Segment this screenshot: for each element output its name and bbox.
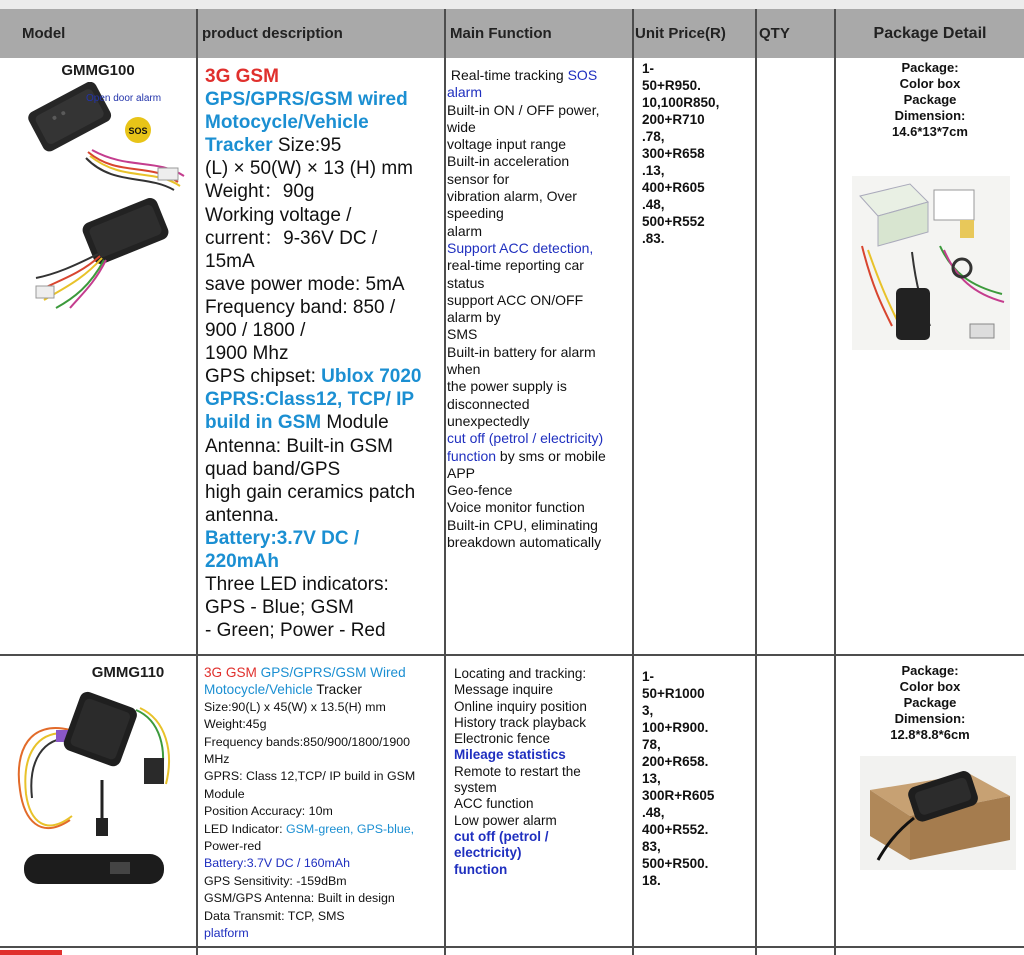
func-text: status [447,274,485,291]
price-tier: 500+R552 [642,214,705,229]
desc-text: Weight:45g [204,717,267,732]
func-text: Message inquire [454,682,554,698]
func-text: Built-in ON / OFF power, [447,101,600,118]
pkg-text: 12.8*8.8*6cm [890,727,970,742]
desc-title: GPS/GPRS/GSM Wired [260,665,406,680]
desc-text: GPRS: Class 12,TCP/ IP build in GSM [204,769,416,784]
func-text: system [454,780,497,796]
desc-text: Size:90(L) x 45(W) x 13.5(H) mm [204,699,386,714]
tracker-product-image [10,690,194,900]
header-description-label: product description [202,25,343,42]
pkg-text: Package: [901,663,959,678]
func-text: sensor for [447,170,510,187]
price-tier: 13, [642,771,661,786]
price-tier: 10,100R850, [642,95,720,110]
func-highlight: cut off (petrol / [454,828,549,844]
sos-badge: SOS [128,126,148,136]
row-divider [0,654,1024,656]
pkg-text: Dimension: [894,108,966,123]
func-text: unexpectedly [447,412,530,429]
func-text: Remote to restart the [454,763,581,779]
func-text: Built-in acceleration [447,153,570,170]
desc-network: 3G GSM [205,66,279,87]
func-text: by sms or mobile [496,447,606,464]
func-text: Locating and tracking: [454,666,587,681]
price-tier: 50+R1000 [642,686,705,701]
func-text: Voice monitor function [447,499,585,516]
desc-text: Module [321,412,389,434]
desc-text: GPS Sensitivity: -159dBm [204,873,347,888]
desc-network: 3G GSM [204,665,261,680]
header-function-label: Main Function [450,25,552,42]
price-tier: 500+R500. [642,856,709,871]
desc-text: Module [204,786,245,801]
price-tier: 50+R950. [642,78,701,93]
desc-text: GSM/GPS Antenna: Built in design [204,891,395,906]
func-text: breakdown automatically [447,534,602,551]
func-text: wide [447,118,476,135]
unit-price [642,60,754,247]
func-text: SMS [447,326,478,343]
func-highlight: Support ACC detection, [447,239,594,256]
func-highlight: Mileage statistics [454,747,566,763]
desc-text: current：9-36V DC / [205,227,378,249]
func-text: ACC function [454,796,534,812]
pkg-text: Color box [899,679,961,694]
desc-highlight: GSM-green, GPS-blue, [285,821,415,836]
desc-text: Frequency band: 850 / [205,296,396,318]
desc-highlight: Battery:3.7V DC / [205,527,360,549]
model-name: GMMG100 [61,62,135,79]
desc-text: 900 / 1800 / [205,320,306,342]
desc-text: GPS - Blue; GSM [205,597,354,619]
desc-text: - Green; Power - Red [205,620,386,642]
price-tier: 100+R900. [642,720,709,735]
header-package [836,9,1024,58]
package-detail [836,663,1024,743]
func-highlight: alarm [447,84,483,101]
unit-price [642,668,754,889]
desc-highlight: platform [204,926,249,941]
price-tier: 200+R658. [642,754,709,769]
pkg-text: Color box [899,76,961,91]
price-tier: .48, [642,805,665,820]
func-text: disconnected [447,395,530,412]
func-text: alarm by [447,309,501,326]
desc-text: Tracker [312,682,362,698]
price-tier: .78, [642,129,665,144]
next-row-fragment [0,948,70,955]
product-description [204,664,444,943]
func-text: Real-time tracking [450,67,568,83]
tracker-device-image [30,194,190,312]
price-tier: 3, [642,703,654,718]
header-price [633,9,756,58]
desc-text: Three LED indicators: [205,574,389,596]
pkg-text: Dimension: [894,711,966,726]
header-description [198,9,446,58]
header-package-label: Package Detail [873,24,987,42]
row-divider [0,946,1024,948]
desc-highlight: 220mAh [205,550,279,572]
func-text: History track playback [454,714,587,730]
grid-line [755,9,757,955]
package-contents-image [852,176,1010,350]
func-text: APP [447,464,476,481]
open-door-alarm-label: Open door alarm [86,93,162,104]
func-text: real-time reporting car [447,257,584,274]
price-tier: 300R+R605 [642,788,715,803]
package-box-image [860,756,1016,870]
func-text: Electronic fence [454,731,551,747]
price-tier: .13, [642,163,665,178]
desc-text: Size:95 [272,135,342,157]
header-function [446,9,633,58]
func-text: Built-in CPU, eliminating [447,516,598,533]
desc-text: Working voltage / [205,204,352,226]
price-tier: 1- [642,669,655,684]
desc-highlight: build in GSM [205,412,322,434]
pkg-text: Package [903,92,957,107]
desc-title: Motocycle/Vehicle [205,112,369,134]
price-tier: 83, [642,839,661,854]
desc-title: GPS/GPRS/GSM wired [205,89,408,111]
price-tier: .83. [642,231,665,246]
desc-text: Frequency bands:850/900/1800/1900 [204,734,410,749]
grid-line [196,9,198,955]
desc-text: (L) × 50(W) × 13 (H) mm [205,158,413,180]
main-function [454,666,632,878]
desc-text: Power-red [204,839,262,854]
desc-text: save power mode: 5mA [205,273,405,295]
func-text: Built-in battery for alarm [447,343,596,360]
func-highlight: SOS [567,67,598,83]
func-highlight: cut off (petrol / electricity) [447,430,604,447]
desc-title: Motocycle/Vehicle [204,682,313,698]
price-tier: 300+R658 [642,146,705,161]
desc-text: GPS chipset: [205,366,322,388]
pkg-text: Package: [901,60,959,75]
desc-highlight: Battery:3.7V DC / 160mAh [204,856,351,871]
header-qty-label: QTY [759,25,790,42]
func-highlight: electricity) [454,845,522,861]
package-detail [836,60,1024,140]
func-highlight: function [454,861,508,877]
model-name: GMMG110 [91,664,165,681]
price-tier: 18. [642,873,661,888]
func-text: Online inquiry position [454,698,587,714]
func-text: the power supply is [447,378,567,395]
func-text: support ACC ON/OFF [447,291,584,308]
pkg-text: 14.6*13*7cm [892,124,968,139]
func-text: Low power alarm [454,812,557,828]
func-text: alarm [447,222,483,239]
desc-text: Weight：90g [205,181,315,203]
main-function [447,67,633,551]
price-tier: .48, [642,197,665,212]
desc-text: MHz [204,752,230,767]
desc-text: Data Transmit: TCP, SMS [204,908,345,923]
grid-line [834,9,836,955]
func-text: vibration alarm, Over [447,188,577,205]
desc-text: Antenna: Built-in GSM [205,435,393,457]
header-model-label: Model [22,25,66,42]
func-highlight: function [447,447,497,464]
desc-text: quad band/GPS [205,458,341,480]
tracker-product-image [28,82,188,194]
desc-text: 1900 Mhz [205,343,289,365]
header-price-label: Unit Price(R) [635,25,726,42]
desc-text: LED Indicator: [204,821,286,836]
price-tier: 78, [642,737,661,752]
desc-text: Position Accuracy: 10m [204,804,333,819]
desc-highlight: GPRS:Class12, TCP/ IP [205,389,415,411]
desc-text: high gain ceramics patch [205,481,416,503]
func-text: voltage input range [447,136,567,153]
price-tier: 1- [642,61,655,76]
header-qty [756,9,836,58]
desc-text: antenna. [205,504,279,526]
header-model [0,9,198,58]
desc-title: Tracker [205,135,273,157]
price-tier: 400+R552. [642,822,709,837]
pkg-text: Package [903,695,957,710]
price-tier: 200+R710 [642,112,705,127]
top-strip [0,0,1024,9]
func-text: speeding [447,205,504,222]
price-tier: 400+R605 [642,180,705,195]
product-description [205,65,445,642]
desc-highlight: Ublox 7020 [321,366,422,388]
func-text: when [447,361,481,378]
desc-text: 15mA [205,250,255,272]
func-text: Geo-fence [447,482,513,499]
